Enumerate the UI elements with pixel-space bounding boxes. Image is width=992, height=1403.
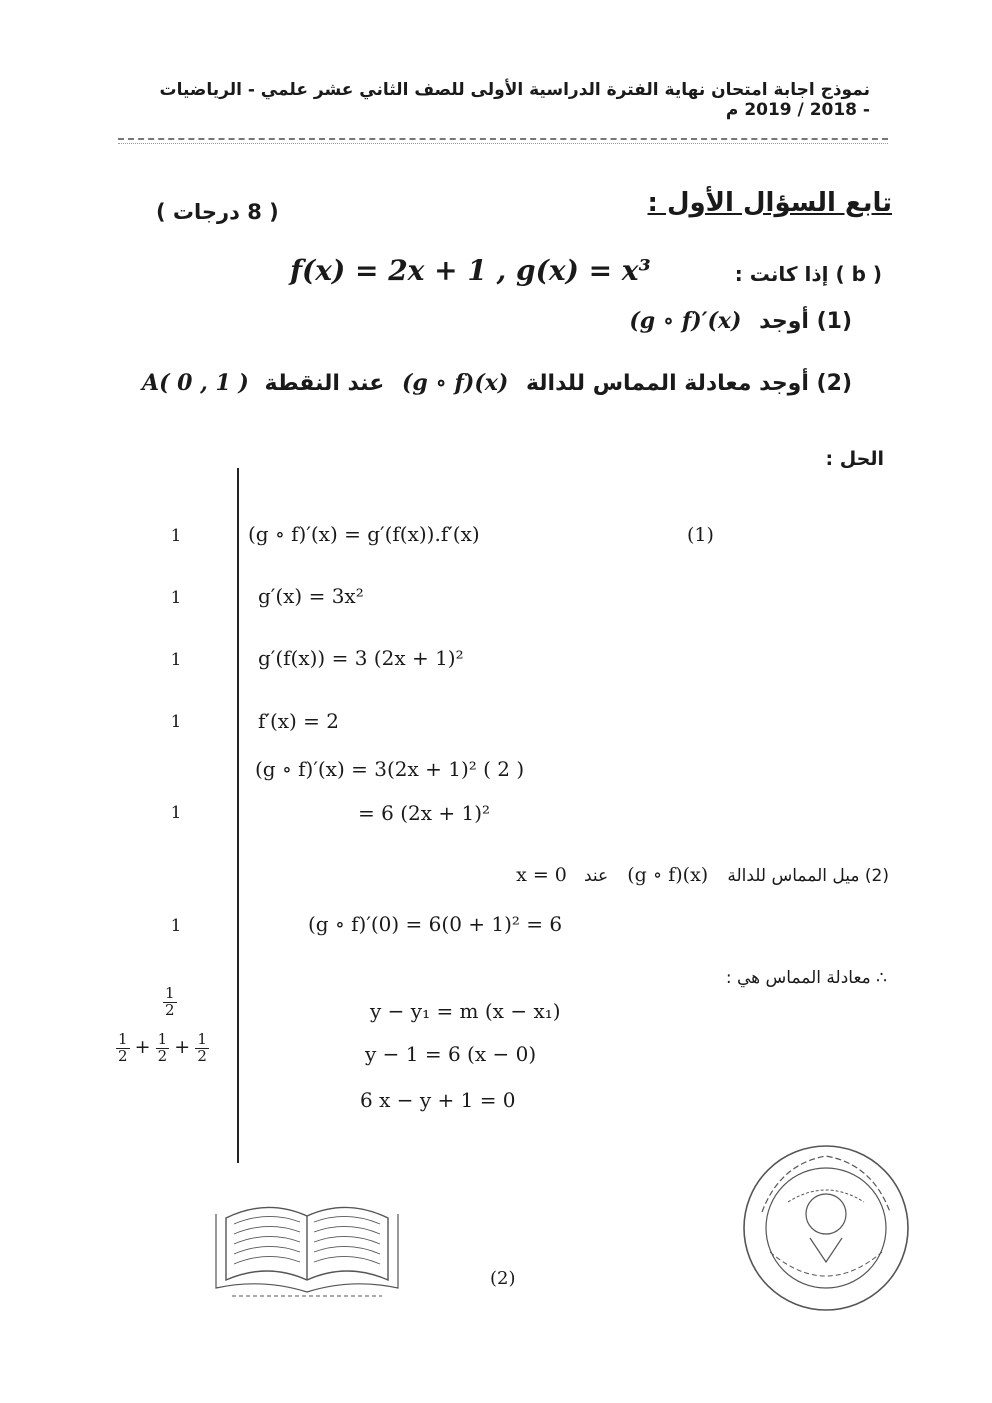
mark-slope: 1 (170, 916, 182, 936)
item-2-point-label: عند النقطة (264, 371, 385, 396)
question-marks: ( 8 درجات ) (156, 200, 279, 224)
item-2 (142, 370, 852, 396)
book-seal-stamp (212, 1188, 402, 1300)
solution-part-1-number: (1) (687, 524, 714, 546)
solution-step-4: f′(x) = 2 (258, 709, 340, 733)
mark-step3: 1 (170, 650, 182, 670)
solution-step-1: (g ∘ f)′(x) = g′(f(x)).f′(x) (248, 522, 480, 546)
solution-label: الحل : (825, 448, 884, 470)
solution-step-2: g′(x) = 3x² (258, 584, 364, 608)
part-b-functions: f(x) = 2x + 1 , g(x) = x³ (290, 254, 651, 287)
part-2-text: (2) ميل المماس للدالة (727, 866, 889, 886)
solution-part-2-heading (516, 864, 889, 886)
ministry-seal-stamp (740, 1142, 912, 1314)
part-2-x: x = 0 (516, 864, 567, 886)
tangent-equation-general: y − y₁ = m (x − x₁) (370, 999, 561, 1023)
solution-step-5: (g ∘ f)′(x) = 3(2x + 1)² ( 2 ) (255, 757, 525, 781)
item-2-point: A( 0 , 1 ) (142, 370, 249, 396)
solution-step-6: = 6 (2x + 1)² (358, 801, 491, 825)
header-divider-secondary (118, 143, 888, 144)
part-2-at: عند (583, 866, 609, 886)
mark-half-eq1: $\frac{1}{2}$ (165, 984, 175, 1019)
tangent-equation-substituted: y − 1 = 6 (x − 0) (365, 1042, 537, 1066)
header-divider (118, 138, 888, 140)
mark-step6: 1 (170, 803, 182, 823)
solution-step-3: g′(f(x)) = 3 (2x + 1)² (258, 646, 464, 670)
part-b-label: ( b ) إذا كانت : (734, 262, 882, 286)
tangent-equation-final: 6 x − y + 1 = 0 (360, 1088, 516, 1112)
mark-step1: 1 (170, 526, 182, 546)
item-1-label: (1) أوجد (759, 309, 852, 334)
question-title: تابع السؤال الأول : (647, 188, 892, 218)
item-2-label: (2) أوجد معادلة المماس للدالة (525, 371, 852, 396)
page-number: (2) (490, 1268, 516, 1289)
item-1-math: (g ∘ f)′(x) (629, 308, 742, 334)
mark-step4: 1 (170, 712, 182, 732)
solution-slope: (g ∘ f)′(0) = 6(0 + 1)² = 6 (308, 912, 563, 936)
header-title: نموذج اجابة امتحان نهاية الفترة الدراسية الأولى للصف الثاني عشر علمي - الرياضيات - 2018 / 2019 م (159, 80, 870, 120)
mark-step2: 1 (170, 588, 182, 608)
item-1 (629, 308, 852, 334)
part-2-function: (g ∘ f)(x) (627, 864, 709, 886)
marks-divider (237, 468, 239, 1163)
mark-halves-eq2: $\frac{1}{2}$ + $\frac{1}{2}$ + $\frac{1}{2}$ (118, 1030, 207, 1065)
item-2-math: (g ∘ f)(x) (401, 370, 509, 396)
tangent-equation-label: ∴ معادلة المماس هي : (725, 968, 887, 988)
